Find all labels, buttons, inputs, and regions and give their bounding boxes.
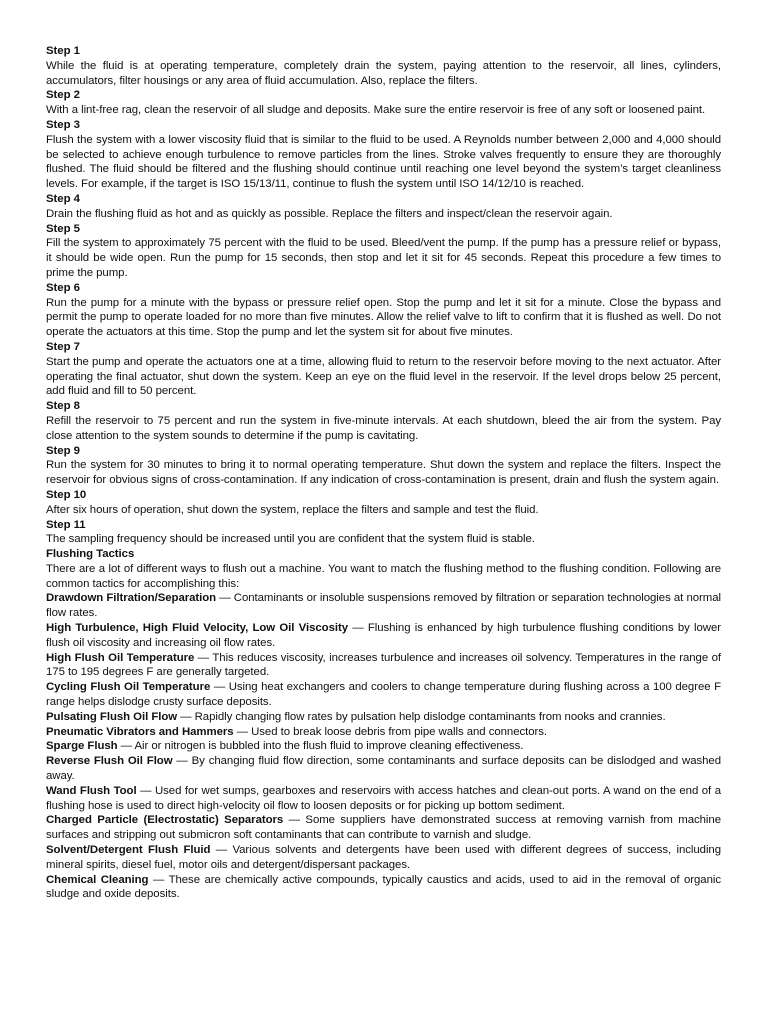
section-intro: There are a lot of different ways to flush out a machine. You want to match the flushing method to the flushing condition. Following are common tactics for accomplishing this: [46, 562, 721, 590]
tactic-item [46, 873, 721, 903]
tactic-item [46, 739, 721, 754]
tactic-item [46, 710, 721, 725]
tactic-term: Reverse Flush Oil Flow [46, 755, 173, 768]
tactic-item [46, 591, 721, 621]
step-6 [46, 281, 721, 340]
tactic-description: — Various solvents and detergents have been used with different degrees of success, including mineral spirits, diesel fuel, motor oils and detergent/dispersant packages. [46, 844, 721, 871]
step-title: Step 9 [46, 444, 80, 457]
tactic-term: Wand Flush Tool [46, 784, 137, 797]
tactic-description: — Air or nitrogen is bubbled into the flush fluid to improve cleaning effectiveness. [117, 740, 524, 753]
step-title: Step 8 [46, 400, 80, 413]
tactic-term: High Turbulence, High Fluid Velocity, Low Oil Viscosity [46, 622, 348, 635]
step-10 [46, 488, 721, 518]
tactic-item [46, 813, 721, 843]
step-title: Step 6 [46, 281, 80, 294]
tactic-term: Pneumatic Vibrators and Hammers [46, 725, 234, 738]
step-text: Flush the system with a lower viscosity fluid that is similar to the fluid to be used. A Reynolds number between 2,000 and 4,000 should be selected to achieve enough turbulence to remove particles from the lines. Stroke valves frequently to ensure they are thoroughly flushed. The fluid should be filtered and the flushing should continue until reaching one level beyond the system’s target cleanliness levels. For example, if the target is ISO 15/13/11, continue to flush the system until ISO 14/12/10 is reached. [46, 133, 721, 191]
step-1 [46, 44, 721, 88]
step-4 [46, 192, 721, 222]
step-3 [46, 118, 721, 192]
flushing-tactics-section [46, 547, 721, 902]
tactic-item [46, 621, 721, 651]
step-title: Step 10 [46, 488, 87, 501]
step-title: Step 5 [46, 222, 80, 235]
step-text: With a lint-free rag, clean the reservoir of all sludge and deposits. Make sure the entire reservoir is free of any soft or loosened paint. [46, 104, 706, 117]
tactic-term: Solvent/Detergent Flush Fluid [46, 844, 211, 857]
tactic-item [46, 680, 721, 710]
step-text: Refill the reservoir to 75 percent and run the system in five-minute intervals. At each shutdown, bleed the air from the system. Pay close attention to the system sounds to determine if the pump is cavitating. [46, 414, 721, 442]
step-8 [46, 399, 721, 443]
step-title: Step 1 [46, 45, 80, 57]
tactic-description: — By changing fluid flow direction, some contaminants and surface deposits can be dislodged and washed away. [46, 755, 721, 783]
tactic-item [46, 784, 721, 814]
step-title: Step 4 [46, 192, 80, 205]
tactic-description: — Rapidly changing flow rates by pulsation help dislodge contaminants from nooks and crannies. [177, 710, 666, 723]
tactic-term: Cycling Flush Oil Temperature [46, 681, 211, 694]
step-title: Step 2 [46, 89, 80, 102]
section-heading: Flushing Tactics [46, 548, 135, 561]
tactic-item [46, 843, 721, 873]
step-text: Drain the flushing fluid as hot and as quickly as possible. Replace the filters and inspect/clean the reservoir again. [46, 207, 613, 220]
tactic-description: — Using heat exchangers and coolers to change temperature during flushing across a 100 degree F range helps dislodge crusty surface deposits. [46, 681, 721, 709]
tactic-term: Sparge Flush [46, 740, 118, 753]
tactic-term: Drawdown Filtration/Separation [46, 592, 217, 605]
step-text: Start the pump and operate the actuators one at a time, allowing fluid to return to the reservoir before moving to the next actuator. After operating the final actuator, shut down the system. Keep an eye on the fluid level in the reservoir. If the level drops below 25 percent, add fluid and fill to 50 percent. [46, 355, 721, 398]
step-title: Step 7 [46, 340, 80, 353]
step-9 [46, 444, 721, 488]
step-text: While the fluid is at operating temperature, completely drain the system, paying attention to the reservoir, all lines, cylinders, accumulators, filter housings or any area of fluid accumulation. Also, replace the filters. [46, 59, 721, 87]
tactic-term: Charged Particle (Electrostatic) Separators [46, 814, 284, 827]
step-11 [46, 518, 721, 548]
tactic-item [46, 725, 721, 740]
tactic-description: — Some suppliers have demonstrated success at removing varnish from machine surfaces and stripping out submicron soft contaminants that can contribute to varnish and sludge. [46, 814, 721, 842]
tactic-description: — This reduces viscosity, increases turbulence and increases oil solvency. Temperatures in the range of 175 to 195 degrees F are generally targeted. [46, 651, 721, 679]
step-5 [46, 222, 721, 281]
step-2 [46, 88, 721, 118]
step-text: The sampling frequency should be increased until you are confident that the system fluid is stable. [46, 533, 535, 546]
tactic-description: — Contaminants or insoluble suspensions removed by filtration or separation technologies at normal flow rates. [46, 592, 721, 620]
step-title: Step 11 [46, 518, 86, 531]
step-title: Step 3 [46, 118, 80, 131]
tactic-description: — Flushing is enhanced by high turbulence flushing conditions by lower flush oil viscosity and increasing oil flow rates. [46, 622, 721, 649]
tactic-description: — Used to break loose debris from pipe walls and connectors. [233, 725, 548, 738]
tactic-description: — Used for wet sumps, gearboxes and reservoirs with access hatches and clean-out ports. A wand on the end of a flushing hose is used to direct high-velocity oil flow to loosen deposits or for picking up bottom sediment. [46, 784, 721, 812]
tactic-item [46, 754, 721, 784]
tactic-term: High Flush Oil Temperature [46, 651, 195, 664]
step-7 [46, 340, 721, 399]
tactic-term: Chemical Cleaning [46, 873, 149, 886]
tactic-item [46, 651, 721, 681]
step-text: After six hours of operation, shut down the system, replace the filters and sample and test the fluid. [46, 503, 539, 516]
step-text: Run the pump for a minute with the bypass or pressure relief open. Stop the pump and let it sit for a minute. Close the bypass and permit the pump to operate loaded for no more than five minutes. Allow the relief valve to lift to confirm that it is flushed as well. Do not operate the actuators at this time. Stop the pump and let the system sit for about five minutes. [46, 296, 721, 339]
tactic-description: — These are chemically active compounds, typically caustics and acids, used to aid in the removal of organic sludge and oxide deposits. [46, 873, 721, 901]
tactic-term: Pulsating Flush Oil Flow [46, 710, 178, 723]
step-text: Fill the system to approximately 75 percent with the fluid to be used. Bleed/vent the pump. If the pump has a pressure relief or bypass, it should be wide open. Run the pump for 15 seconds, then stop and let it sit for 45 seconds. Repeat this procedure a few times to prime the pump. [46, 237, 721, 279]
step-text: Run the system for 30 minutes to bring it to normal operating temperature. Shut down the system and replace the filters. Inspect the reservoir for obvious signs of cross-contamination. If any indication of cross-contamination is present, drain and flush the system again. [46, 459, 721, 487]
